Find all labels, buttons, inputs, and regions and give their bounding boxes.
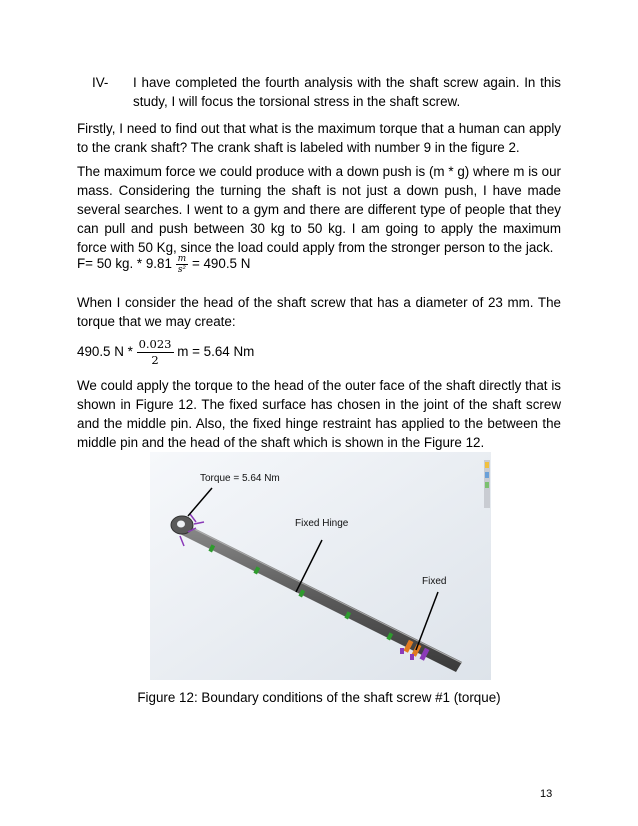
force-equation xyxy=(77,254,250,275)
paragraph-max-force: The maximum force we could produce with a down push is (m * g) where m is our mass. Considering the turning the shaft is not just a down push, I have made several searches. I went to a gym and there are different type of people that they can pull and push between 30 kg to 50 kg. I am going to apply the maximum force with 50 Kg, since the load could apply from the stronger person to the jack. xyxy=(77,164,561,255)
torque-frac-denominator: 2 xyxy=(151,353,159,367)
paragraph-torque-head: When I consider the head of the shaft screw that has a diameter of 23 mm. The torque that we may create: xyxy=(77,295,561,329)
paragraph-crank-shaft: Firstly, I need to find out that what is the maximum torque that a human can apply to the crank shaft? The crank shaft is labeled with number 9 in the figure 2. xyxy=(77,121,561,155)
shaft-screw-figure xyxy=(150,452,491,680)
force-frac-denominator: s² xyxy=(177,265,187,275)
fixed-hinge-label: Fixed Hinge xyxy=(295,518,349,529)
torque-label: Torque = 5.64 Nm xyxy=(200,473,280,484)
figure-background xyxy=(150,452,491,680)
force-unit-fraction xyxy=(176,254,189,275)
toolbar-icon xyxy=(485,482,489,488)
fixed-label: Fixed xyxy=(422,576,447,587)
page-number: 13 xyxy=(540,788,553,800)
toolbar-icon xyxy=(485,462,489,468)
list-marker: IV- xyxy=(92,75,109,90)
torque-fraction xyxy=(137,337,174,368)
toolbar-icon xyxy=(485,472,489,478)
torque-frac-numerator: 0.023 xyxy=(138,337,172,351)
list-item-text: I have completed the fourth analysis with the shaft screw again. In this study, I will focus the torsional stress in the shaft screw. xyxy=(133,75,561,109)
force-equation-result: = 490.5 N xyxy=(191,256,251,272)
shaft-head-hole xyxy=(177,521,185,528)
torque-equation xyxy=(77,337,254,368)
figure-caption: Figure 12: Boundary conditions of the shaft screw #1 (torque) xyxy=(137,690,501,705)
fixed-marker xyxy=(400,648,404,654)
force-frac-numerator: m xyxy=(177,254,187,264)
force-equation-prefix: F= 50 kg. * 9.81 xyxy=(77,256,172,272)
paragraph-boundary-conditions: We could apply the torque to the head of the outer face of the shaft directly that is shown in Figure 12. The fixed surface has chosen in the joint of the shaft screw and the middle pin. Also, the fixed hinge restraint has applied to the between the middle pin and the head of the shaft which is shown in the Figure 12. xyxy=(77,378,561,450)
torque-equation-result: m = 5.64 Nm xyxy=(177,344,255,360)
torque-equation-prefix: 490.5 N * xyxy=(77,344,133,360)
fixed-marker xyxy=(410,654,414,660)
